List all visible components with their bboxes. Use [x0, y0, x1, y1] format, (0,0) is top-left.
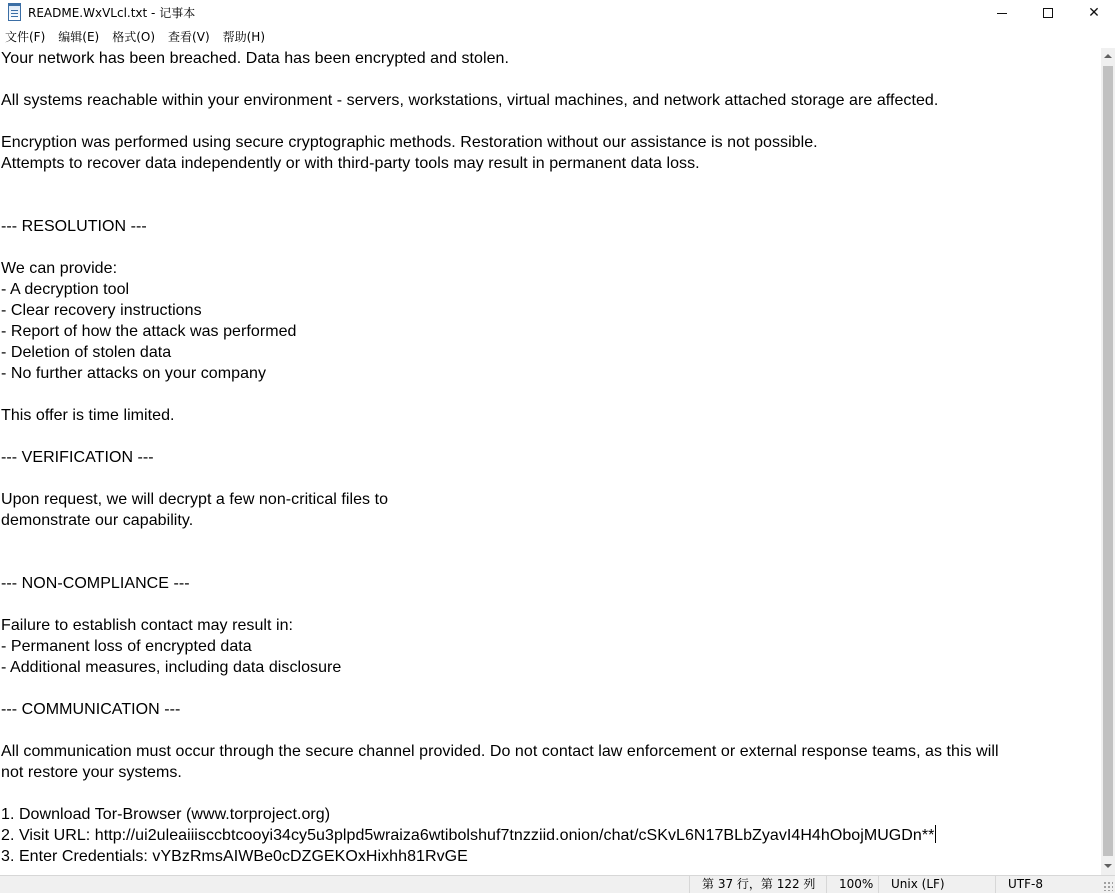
document-content[interactable] [1, 48, 999, 867]
title-bar[interactable] [0, 0, 1115, 26]
maximize-button[interactable] [1025, 0, 1071, 26]
close-button[interactable] [1071, 0, 1115, 26]
text-editor[interactable] [0, 48, 1101, 875]
menu-bar [0, 27, 1115, 47]
status-bar [0, 875, 1115, 893]
scroll-up-icon[interactable] [1104, 54, 1112, 58]
text-caret [935, 825, 936, 843]
resize-grip-icon[interactable] [1103, 881, 1113, 891]
menu-view[interactable]: 查看(V) [168, 30, 210, 44]
close-icon: ✕ [1088, 5, 1100, 21]
cursor-position: 第 37 行，第 122 列 [689, 876, 826, 893]
menu-file[interactable]: 文件(F) [5, 30, 46, 44]
scroll-down-icon[interactable] [1104, 864, 1112, 868]
menu-help[interactable]: 帮助(H) [222, 30, 266, 44]
zoom-level: 100% [826, 876, 878, 893]
line-ending: Unix (LF) [878, 876, 995, 893]
minimize-icon [997, 13, 1007, 14]
window-title: README.WxVLcl.txt - 记事本 [28, 6, 196, 20]
maximize-icon [1043, 8, 1053, 18]
document-text: Your network has been breached. Data has been encrypted and stolen. All systems reachable within your environment - servers, workstations, virtual machines, and network attached storage are affected. Encryption was performed using secure cryptographic methods. Restoration without our assistance is not possible. Attempts to recover data independently or with third-party tools may result in permanent data loss. --- RESOLUTION --- We can provide: - A decryption tool - Clear recovery instructions - Report of how the attack was performed - Deletion of stolen data - No further attacks on your company This offer is time limited. --- VERIFICATION --- Upon request, we will decrypt a few non-critical files to demonstrate our capability. --- NON-COMPLIANCE --- Failure to establish contact may result in: - Permanent loss of encrypted data - Additional measures, including data disclosure --- COMMUNICATION --- All communication must occur through the secure channel provided. Do not contact law enforcement or external response teams, as this will not restore your systems. 1. Download Tor-Browser (www.torproject.org) 2. Visit URL: http://ui2uleaiiisccbtcooyi34cy5u3plpd5wraiza6wtibolshuf7tnzziid.onion/chat/cSKvL6N17BLbZyavI4H4hObojMUGDn** [1, 50, 999, 844]
encoding: UTF-8 [995, 876, 1101, 893]
document-last-line: 3. Enter Credentials: vYBzRmsAIWBe0cDZGEKOxHixhh81RvGE [1, 848, 468, 865]
scrollbar-thumb[interactable] [1103, 66, 1113, 856]
notepad-icon [8, 5, 21, 21]
menu-format[interactable]: 格式(O) [112, 30, 156, 44]
menu-edit[interactable]: 编辑(E) [58, 30, 100, 44]
vertical-scrollbar[interactable] [1101, 48, 1115, 875]
minimize-button[interactable] [979, 0, 1025, 26]
